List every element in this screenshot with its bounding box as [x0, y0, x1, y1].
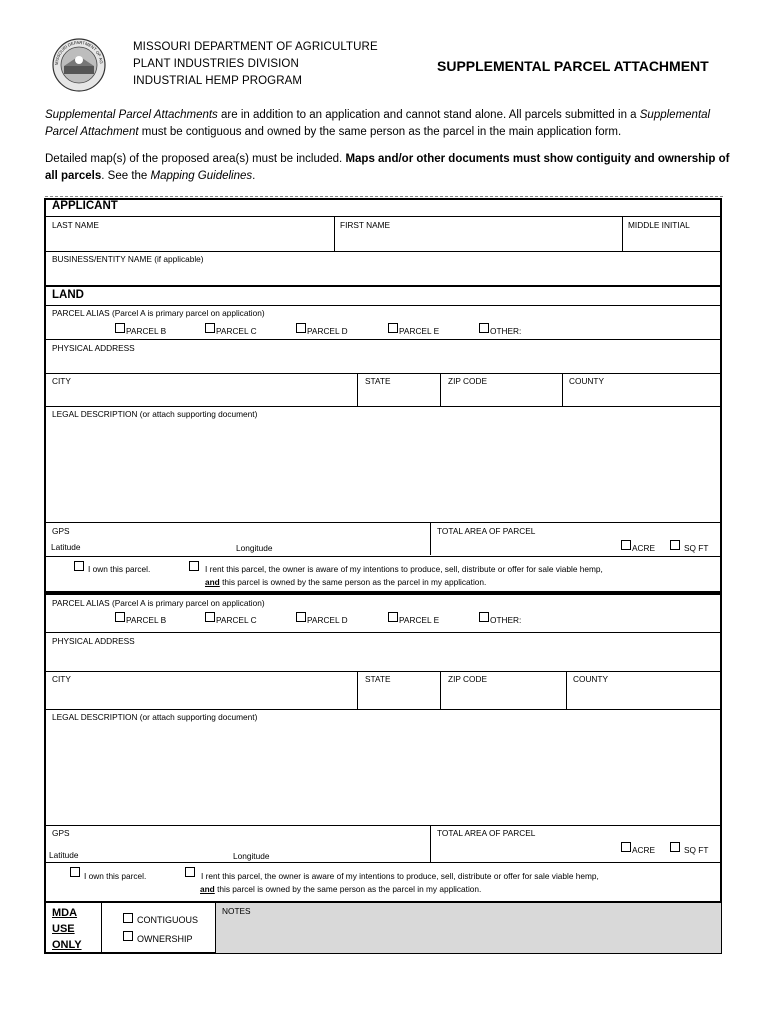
divider: [44, 305, 722, 306]
sqft-label: SQ FT: [684, 845, 709, 855]
divider: [357, 671, 358, 709]
mda-label-line: MDA: [52, 907, 78, 919]
gps-label: GPS: [52, 526, 70, 536]
rent-parcel-text: this parcel is owned by the same person as the parcel in my application.: [219, 577, 487, 587]
physical-address-label: PHYSICAL ADDRESS: [52, 343, 135, 353]
parcel-c-checkbox[interactable]: [205, 612, 215, 622]
acre-label: ACRE: [632, 543, 656, 553]
divider: [44, 406, 722, 407]
parcel-d-checkbox[interactable]: [296, 612, 306, 622]
section-applicant: APPLICANT: [52, 200, 118, 212]
ownership-checkbox[interactable]: [123, 931, 133, 941]
parcel-c-label: PARCEL C: [216, 326, 257, 336]
mda-label-line: USE: [52, 923, 75, 935]
svg-text:MISSOURI DEPARTMENT OF AGRICUL: MISSOURI DEPARTMENT OF AG: [53, 39, 105, 66]
divider: [566, 671, 567, 709]
own-parcel-checkbox[interactable]: [70, 867, 80, 877]
divider: [44, 862, 722, 863]
parcel-d-label: PARCEL D: [307, 615, 348, 625]
divider: [44, 709, 722, 710]
divider: [44, 251, 722, 252]
divider: [430, 522, 431, 555]
agency-block: [133, 39, 378, 90]
parcel-e-label: PARCEL E: [399, 326, 440, 336]
parcel-c-label: PARCEL C: [216, 615, 257, 625]
ownership-label: OWNERSHIP: [137, 934, 193, 944]
mda-label-line: ONLY: [52, 939, 82, 951]
divider: [44, 671, 722, 672]
zip-code-label: ZIP CODE: [448, 674, 488, 684]
zip-code-label: ZIP CODE: [448, 376, 488, 386]
agency-name: MISSOURI DEPARTMENT OF AGRICULTURE: [133, 41, 378, 53]
latitude-label: Latitude: [49, 850, 79, 860]
intro-paragraph-2: [45, 151, 735, 185]
sqft-checkbox[interactable]: [670, 842, 680, 852]
sqft-checkbox[interactable]: [670, 540, 680, 550]
other-checkbox[interactable]: [479, 612, 489, 622]
mapping-guidelines-ref: Mapping Guidelines: [150, 170, 253, 182]
notes-field[interactable]: [216, 903, 721, 953]
own-parcel-label: I own this parcel.: [88, 564, 151, 574]
city-label: CITY: [52, 376, 71, 386]
form-title: SUPPLEMENTAL PARCEL ATTACHMENT: [437, 58, 709, 74]
parcel-d-label: PARCEL D: [307, 326, 348, 336]
rent-parcel-text: this parcel is owned by the same person as the parcel in my application.: [214, 884, 482, 894]
total-area-label: TOTAL AREA OF PARCEL: [437, 526, 536, 536]
divider: [430, 825, 431, 862]
mda-use-only-label: [52, 905, 82, 953]
county-label: COUNTY: [569, 376, 605, 386]
divider: [334, 216, 335, 251]
other-label: OTHER:: [490, 326, 522, 336]
sqft-label: SQ FT: [684, 543, 709, 553]
own-parcel-label: I own this parcel.: [84, 871, 147, 881]
rent-parcel-checkbox[interactable]: [185, 867, 195, 877]
parcel-e-checkbox[interactable]: [388, 323, 398, 333]
other-label: OTHER:: [490, 615, 522, 625]
physical-address-label: PHYSICAL ADDRESS: [52, 636, 135, 646]
first-name-label: FIRST NAME: [340, 220, 391, 230]
parcel-alias-label: PARCEL ALIAS (Parcel A is primary parcel on application): [52, 598, 265, 608]
latitude-label: Latitude: [51, 542, 81, 552]
divider: [44, 522, 722, 523]
intro-text: .: [252, 170, 256, 182]
acre-checkbox[interactable]: [621, 842, 631, 852]
parcel-b-checkbox[interactable]: [115, 323, 125, 333]
rent-parcel-checkbox[interactable]: [189, 561, 199, 571]
divider: [562, 373, 563, 406]
county-label: COUNTY: [573, 674, 609, 684]
intro-term: Supplemental Parcel Attachments: [45, 109, 218, 121]
and-emphasis: and: [200, 884, 215, 894]
divider: [45, 196, 723, 197]
intro-bold: all parcels: [45, 170, 102, 182]
mda-seal-logo: [52, 38, 106, 92]
parcel-alias-label: PARCEL ALIAS (Parcel A is primary parcel on application): [52, 308, 265, 318]
parcel-e-label: PARCEL E: [399, 615, 440, 625]
divider: [440, 373, 441, 406]
own-parcel-checkbox[interactable]: [74, 561, 84, 571]
gps-label: GPS: [52, 828, 70, 838]
other-checkbox[interactable]: [479, 323, 489, 333]
rent-parcel-label: I rent this parcel, the owner is aware of my intentions to produce, sell, distribute or offer for sale viable hemp,: [201, 871, 599, 881]
parcel-e-checkbox[interactable]: [388, 612, 398, 622]
program-name: INDUSTRIAL HEMP PROGRAM: [133, 75, 303, 87]
parcel-c-checkbox[interactable]: [205, 323, 215, 333]
rent-parcel-label-2: [205, 577, 486, 587]
divider: [44, 632, 722, 633]
divider: [44, 216, 722, 217]
divider: [44, 825, 722, 826]
last-name-label: LAST NAME: [52, 220, 99, 230]
divider: [440, 671, 441, 709]
legal-description-label: LEGAL DESCRIPTION (or attach supporting document): [52, 409, 258, 419]
middle-initial-label: MIDDLE INITIAL: [628, 220, 690, 230]
intro-text: . See the: [101, 170, 151, 182]
longitude-label: Longitude: [233, 851, 270, 861]
rent-parcel-label: I rent this parcel, the owner is aware of my intentions to produce, sell, distribute or offer for sale viable hemp,: [205, 564, 603, 574]
rent-parcel-label-2: [200, 884, 481, 894]
intro-bold: Maps and/or other documents must show contiguity and ownership of: [345, 153, 730, 165]
divider: [44, 556, 722, 557]
divider: [44, 285, 722, 287]
parcel-b-checkbox[interactable]: [115, 612, 125, 622]
parcel-d-checkbox[interactable]: [296, 323, 306, 333]
intro-paragraph-1: [45, 107, 735, 141]
intro-text: must be contiguous and owned by the same person as the parcel in the main application form.: [138, 126, 622, 138]
intro-term: Supplemental: [639, 109, 711, 121]
intro-text: are in addition to an application and cannot stand alone. All parcels submitted in a: [217, 109, 640, 121]
contiguous-label: CONTIGUOUS: [137, 915, 199, 925]
business-name-label: BUSINESS/ENTITY NAME (if applicable): [52, 254, 204, 264]
section-land: LAND: [52, 289, 84, 301]
divider: [357, 373, 358, 406]
notes-label: NOTES: [222, 906, 251, 916]
divider: [622, 216, 623, 251]
city-label: CITY: [52, 674, 71, 684]
intro-text: Detailed map(s) of the proposed area(s) must be included.: [45, 153, 346, 165]
longitude-label: Longitude: [236, 543, 273, 553]
divider: [44, 339, 722, 340]
legal-description-label: LEGAL DESCRIPTION (or attach supporting document): [52, 712, 258, 722]
divider: [44, 591, 722, 595]
divider: [44, 373, 722, 374]
and-emphasis: and: [205, 577, 220, 587]
state-label: STATE: [365, 376, 391, 386]
divider: [101, 902, 102, 953]
parcel-b-label: PARCEL B: [126, 326, 167, 336]
total-area-label: TOTAL AREA OF PARCEL: [437, 828, 536, 838]
parcel-b-label: PARCEL B: [126, 615, 167, 625]
division-name: PLANT INDUSTRIES DIVISION: [133, 58, 299, 70]
contiguous-checkbox[interactable]: [123, 913, 133, 923]
state-label: STATE: [365, 674, 391, 684]
intro-term: Parcel Attachment: [45, 126, 139, 138]
acre-checkbox[interactable]: [621, 540, 631, 550]
acre-label: ACRE: [632, 845, 656, 855]
